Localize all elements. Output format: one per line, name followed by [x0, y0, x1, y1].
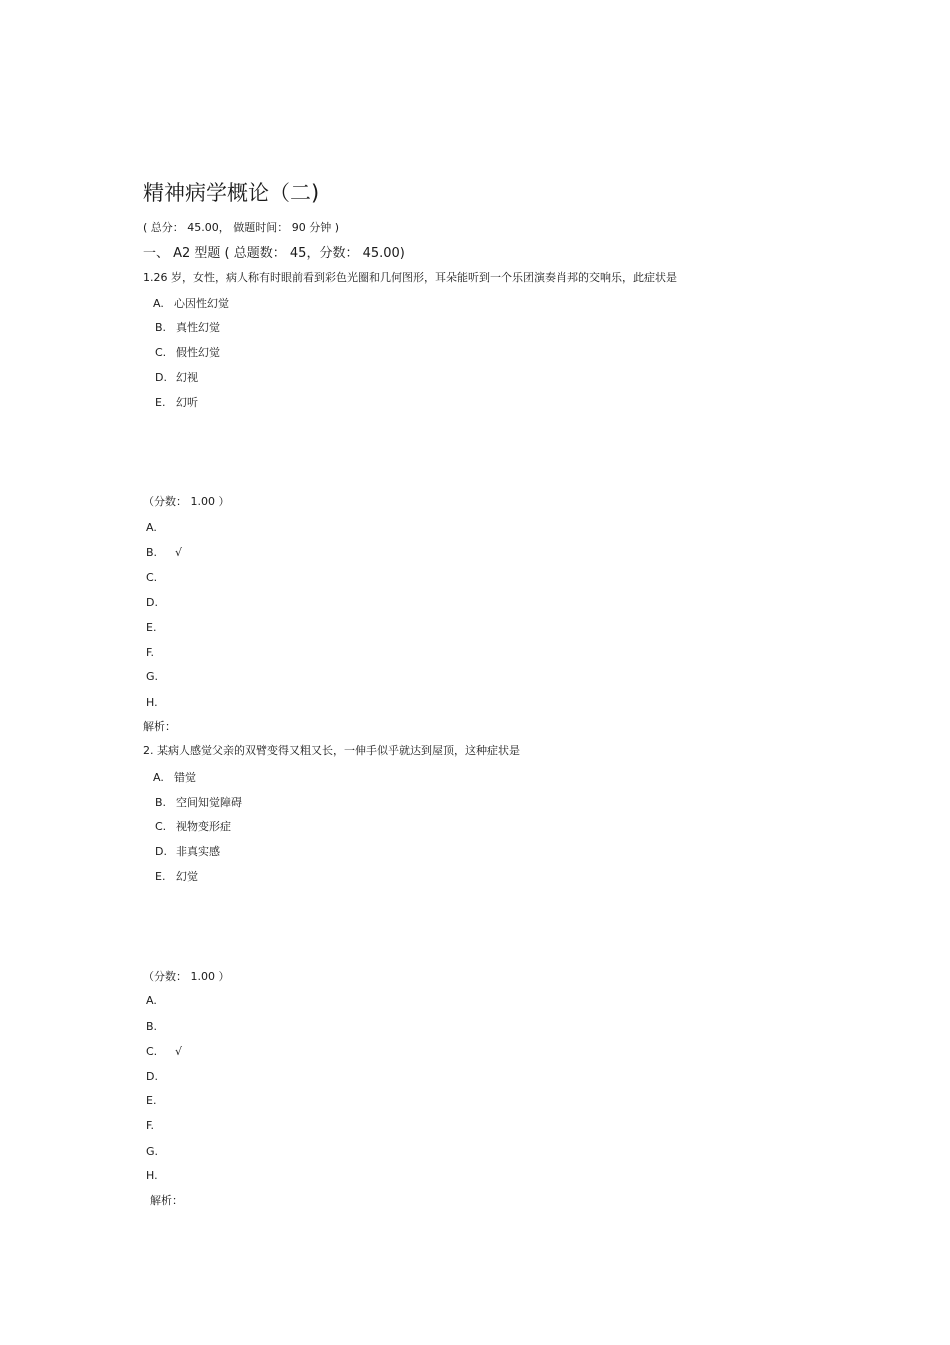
option-text: 假性幻觉 — [176, 346, 220, 359]
answer-row-c — [146, 1046, 182, 1057]
option-e — [155, 397, 198, 408]
answer-letter: G. — [146, 1145, 159, 1158]
answer-row-h — [146, 1170, 175, 1181]
option-letter: D. — [155, 371, 167, 384]
option-c — [155, 347, 220, 358]
option-text: 幻听 — [176, 396, 198, 409]
answer-letter: A. — [146, 521, 157, 534]
answer-letter: B. — [146, 1020, 158, 1033]
answer-letter: H. — [146, 696, 158, 709]
answer-row-g — [146, 1146, 175, 1157]
option-text: 错觉 — [174, 771, 196, 784]
answer-row-b — [146, 1021, 175, 1032]
analysis-label: 解析： — [150, 1194, 183, 1207]
answer-letter: B. — [146, 546, 158, 559]
question-text: 1.26 岁，女性，病人称有时眼前看到彩色光圈和几何图形，耳朵能听到一个乐团演奏肖邦的交响乐，此症状是 — [143, 271, 677, 284]
answer-letter: D. — [146, 596, 158, 609]
answer-letter: E. — [146, 1094, 157, 1107]
option-letter: C. — [155, 346, 167, 359]
option-letter: A. — [153, 771, 164, 784]
option-text: 心因性幻觉 — [174, 297, 229, 310]
answer-row-a — [146, 522, 175, 533]
option-letter: B. — [155, 796, 167, 809]
answer-letter: F. — [146, 1119, 155, 1132]
answer-letter: C. — [146, 571, 158, 584]
option-letter: A. — [153, 297, 164, 310]
option-b — [155, 322, 220, 333]
option-text: 真性幻觉 — [176, 321, 220, 334]
answer-letter: A. — [146, 994, 157, 1007]
option-e — [155, 871, 198, 882]
option-text: 幻觉 — [176, 870, 198, 883]
option-letter: D. — [155, 845, 167, 858]
answer-letter: F. — [146, 646, 155, 659]
option-b — [155, 797, 242, 808]
check-mark-icon: √ — [175, 546, 183, 559]
document-title: 精神病学概论（二) — [143, 181, 320, 205]
answer-row-d — [146, 597, 175, 608]
answer-letter: G. — [146, 670, 159, 683]
answer-row-c — [146, 572, 175, 583]
option-a — [153, 298, 229, 309]
answer-row-h — [146, 697, 175, 708]
analysis-label: 解析： — [143, 720, 176, 733]
option-d — [155, 846, 220, 857]
option-letter: E. — [155, 396, 166, 409]
option-text: 视物变形症 — [176, 820, 231, 833]
score-label: （分数： 1.00 ） — [143, 495, 230, 508]
score-label: （分数： 1.00 ） — [143, 970, 230, 983]
answer-row-d — [146, 1071, 175, 1082]
section-heading: 一、 A2 型题 ( 总题数： 45，分数： 45.00) — [143, 246, 405, 261]
answer-row-e — [146, 622, 175, 633]
answer-row-g — [146, 671, 175, 682]
option-text: 空间知觉障碍 — [176, 796, 242, 809]
answer-row-f — [146, 1120, 175, 1131]
answer-row-b — [146, 547, 182, 558]
answer-letter: D. — [146, 1070, 158, 1083]
option-c — [155, 821, 231, 832]
option-d — [155, 372, 198, 383]
answer-row-f — [146, 647, 175, 658]
option-text: 幻视 — [176, 371, 198, 384]
option-letter: E. — [155, 870, 166, 883]
exam-meta: ( 总分： 45.00， 做题时间： 90 分钟 ) — [143, 221, 340, 234]
answer-row-e — [146, 1095, 175, 1106]
answer-letter: H. — [146, 1169, 158, 1182]
check-mark-icon: √ — [175, 1045, 183, 1058]
answer-letter: C. — [146, 1045, 158, 1058]
option-letter: B. — [155, 321, 167, 334]
question-text: 2. 某病人感觉父亲的双臂变得又粗又长，一伸手似乎就达到屋顶，这种症状是 — [143, 744, 520, 757]
answer-row-a — [146, 995, 175, 1006]
option-text: 非真实感 — [176, 845, 220, 858]
option-letter: C. — [155, 820, 167, 833]
option-a — [153, 772, 196, 783]
answer-letter: E. — [146, 621, 157, 634]
